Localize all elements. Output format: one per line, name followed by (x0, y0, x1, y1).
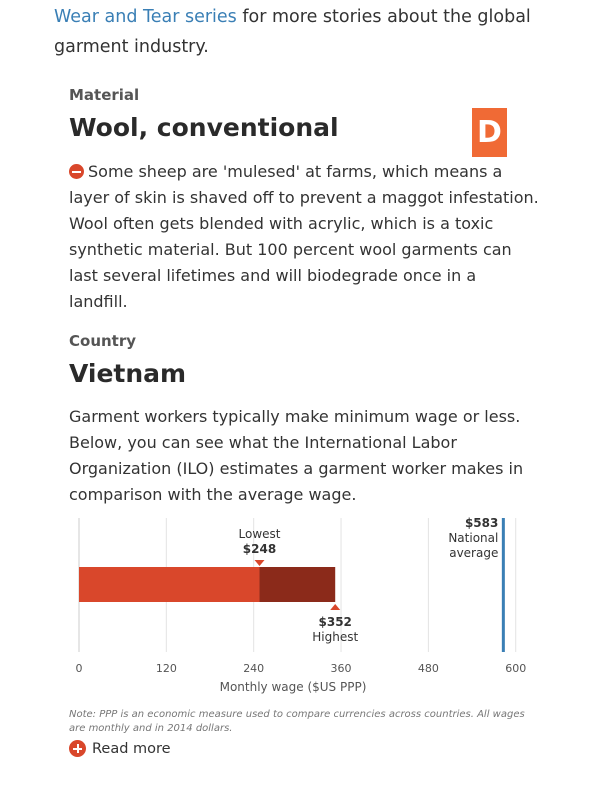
country-name: Vietnam (69, 359, 187, 388)
national-average-value-label: $583 (464, 516, 499, 530)
highest-wage-bar (260, 567, 336, 602)
highest-label: Highest (312, 630, 359, 644)
minus-icon (69, 164, 84, 179)
national-average-label: average (449, 546, 499, 560)
tick-label: 240 (243, 662, 265, 675)
tick-label: 600 (505, 662, 527, 675)
x-axis-label: Monthly wage ($US PPP) (219, 680, 367, 694)
tick-label: 0 (75, 662, 83, 675)
country-label: Country (69, 332, 137, 350)
material-name: Wool, conventional (69, 113, 339, 142)
intro-paragraph (54, 2, 554, 62)
lowest-wage-bar (79, 567, 260, 602)
read-more-button[interactable] (69, 740, 171, 757)
material-description-text: Some sheep are 'mulesed' at farms, which means a layer of skin is shaved off to prevent a maggot infestation. Wool often gets blended with acrylic, which is a toxic synthetic material. But 100 percent wool garments can last several lifetimes and will biodegrade once in a landfill. (69, 162, 539, 311)
highest-value-label: $352 (318, 615, 352, 629)
tick-label: 480 (417, 662, 439, 675)
plus-icon (69, 740, 86, 757)
ppp-note: Note: PPP is an economic measure used to compare currencies across countries. All wages are monthly and in 2014 dollars. (69, 709, 525, 734)
wear-and-tear-link[interactable]: Wear and Tear series (54, 7, 237, 27)
tick-label: 120 (155, 662, 177, 675)
read-more-label: Read more (92, 740, 171, 757)
lowest-value-label: $248 (242, 542, 277, 556)
national-average-label: National (448, 531, 499, 545)
wage-chart (0, 510, 594, 705)
lowest-label: Lowest (238, 527, 281, 541)
tick-label: 360 (330, 662, 352, 675)
intro-text: for more stories about the global garment industry. (54, 7, 531, 57)
country-description: Garment workers typically make minimum wage or less. Below, you can see what the International Labor Organization (ILO) estimates a garment worker makes in comparison with the average wage. (69, 407, 524, 504)
lowest-marker (255, 560, 265, 566)
grade-badge: D (472, 108, 507, 157)
highest-marker (330, 604, 340, 610)
material-label: Material (69, 86, 140, 104)
material-description (69, 159, 539, 315)
